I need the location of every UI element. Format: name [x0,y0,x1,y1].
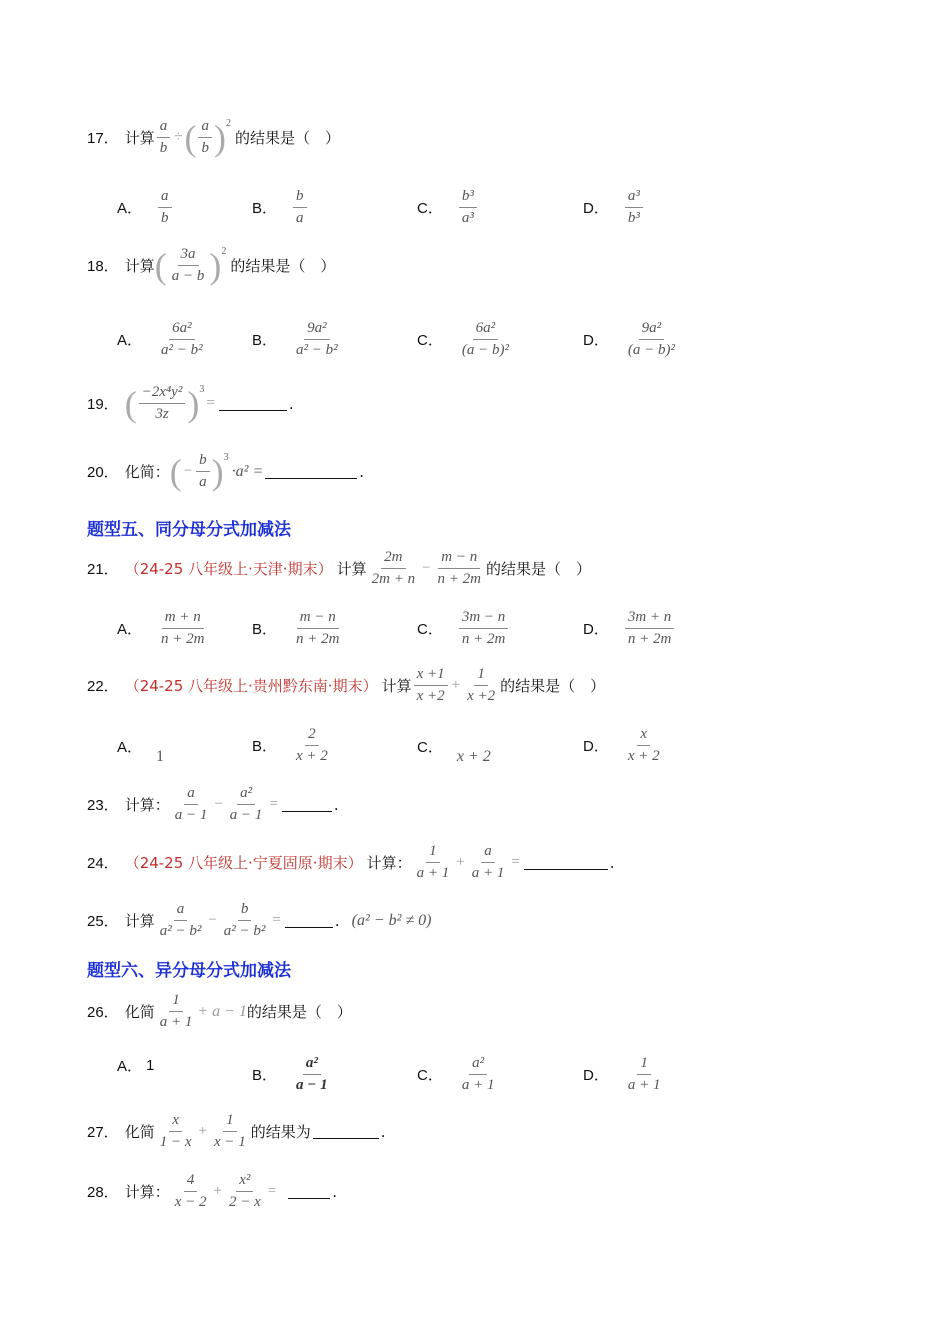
answer-blank[interactable] [282,797,332,812]
option-c[interactable]: C． $\frac{\text{6a²}}{\text{(a − b)²}}$ [417,320,509,358]
answer-blank[interactable] [524,855,608,870]
question-19: 19． ( $\frac{\text{−2x⁴y²}}{3z}$ ) 3 = . [87,383,294,424]
option-a[interactable]: A． 1 [117,1057,155,1075]
option-b[interactable]: B． $\frac{m - n}{n + 2m}$ [252,609,340,647]
source-tag: （24-25 八年级上·天津·期末） [124,560,333,578]
question-24: 24． （24-25 八年级上·宁夏固原·期末） 计算： $\frac{1}{a + 1}$ + $\frac{a}{a + 1}$ = . [87,843,615,881]
condition: (a² − b² ≠ 0) [351,911,432,929]
question-18: 18． 计算 ( $\frac{3a}{a - b}$ ) 2 的结果是（ ） [87,245,336,286]
question-26: 26． 化简 $\frac{1}{a + 1}$ + a − 1 的结果是（ ） [87,992,352,1030]
answer-blank[interactable] [265,464,357,479]
fraction: $\frac{a}{b}$ [157,118,171,157]
option-d[interactable]: D． $\frac{3m + n}{n + 2m}$ [583,609,676,648]
answer-blank[interactable] [288,1184,330,1199]
option-c[interactable]: C． $\frac{\text{a²}}{a + 1}$ [417,1055,495,1093]
section-heading-6: 题型六、异分母分式加减法 [87,961,291,981]
option-c[interactable]: C． $\frac{\text{b³}}{\text{a³}}$ [417,188,479,227]
option-a[interactable]: A． 1 [117,738,165,765]
option-c[interactable]: C． x + 2 [417,738,491,765]
option-d[interactable]: D． $\frac{\text{9a²}}{\text{(a − b)²}}$ [583,320,675,358]
question-27: 27． 化简 $\frac{x}{1 - x}$ + $\frac{1}{x - 1}$ 的结果为 . [87,1112,386,1150]
option-a[interactable]: A． $\frac{\text{6a²}}{\text{a² − b²}}$ [117,320,203,358]
question-22: 22． （24-25 八年级上·贵州黔东南·期末） 计算 $\frac{x +1}{x +2}$ + $\frac{1}{x +2}$ 的结果是（ ） [87,666,606,704]
question-23: 23． 计算： $\frac{a}{a - 1}$ − $\frac{\text{a²}}{a - 1}$ = . [87,785,339,823]
answer-blank[interactable] [219,396,287,411]
question-28: 28． 计算： $\frac{4}{x - 2}$ + $\frac{\text{x²}}{2 - x}$ = . [87,1172,337,1210]
option-b[interactable]: B． $\frac{\text{9a²}}{\text{a² − b²}}$ [252,320,338,358]
option-b[interactable]: B． $\frac{b}{a}$ [252,188,309,227]
section-heading-5: 题型五、同分母分式加减法 [87,520,291,540]
question-25: 25． 计算 $\frac{a}{\text{a² − b²}}$ − $\frac{b}{\text{a² − b²}}$ = . (a² − b² ≠ 0) [87,901,432,939]
option-d[interactable]: D． $\frac{1}{a + 1}$ [583,1055,661,1093]
option-a[interactable]: A． $\frac{m + n}{n + 2m}$ [117,609,205,647]
option-b[interactable]: B． $\frac{2}{x + 2}$ [252,726,328,764]
source-tag: （24-25 八年级上·贵州黔东南·期末） [124,677,378,695]
option-b[interactable]: B． $\frac{\text{a²}}{a - 1}$ [252,1055,328,1093]
option-c[interactable]: C． $\frac{3m - n}{n + 2m}$ [417,609,510,648]
question-17: 17． 计算 $\frac{a}{b}$ ÷ ( $\frac{a}{b}$ ) 2 的结果是（ ） [87,117,340,158]
option-d[interactable]: D． $\frac{\text{a³}}{\text{b³}}$ [583,188,645,227]
option-a[interactable]: A． $\frac{a}{b}$ [117,188,174,227]
option-d[interactable]: D． $\frac{x}{x + 2}$ [583,726,660,764]
question-21: 21． （24-25 八年级上·天津·期末） 计算 $\frac{2m}{2m + n}$ − $\frac{m - n}{n + 2m}$ 的结果是（ ） [87,549,592,587]
question-20: 20． 化简： ( − $\frac{b}{a}$ ) 3 ·a² = . [87,451,365,492]
answer-blank[interactable] [313,1124,379,1139]
source-tag: （24-25 八年级上·宁夏固原·期末） [124,854,363,872]
answer-blank[interactable] [285,913,333,928]
